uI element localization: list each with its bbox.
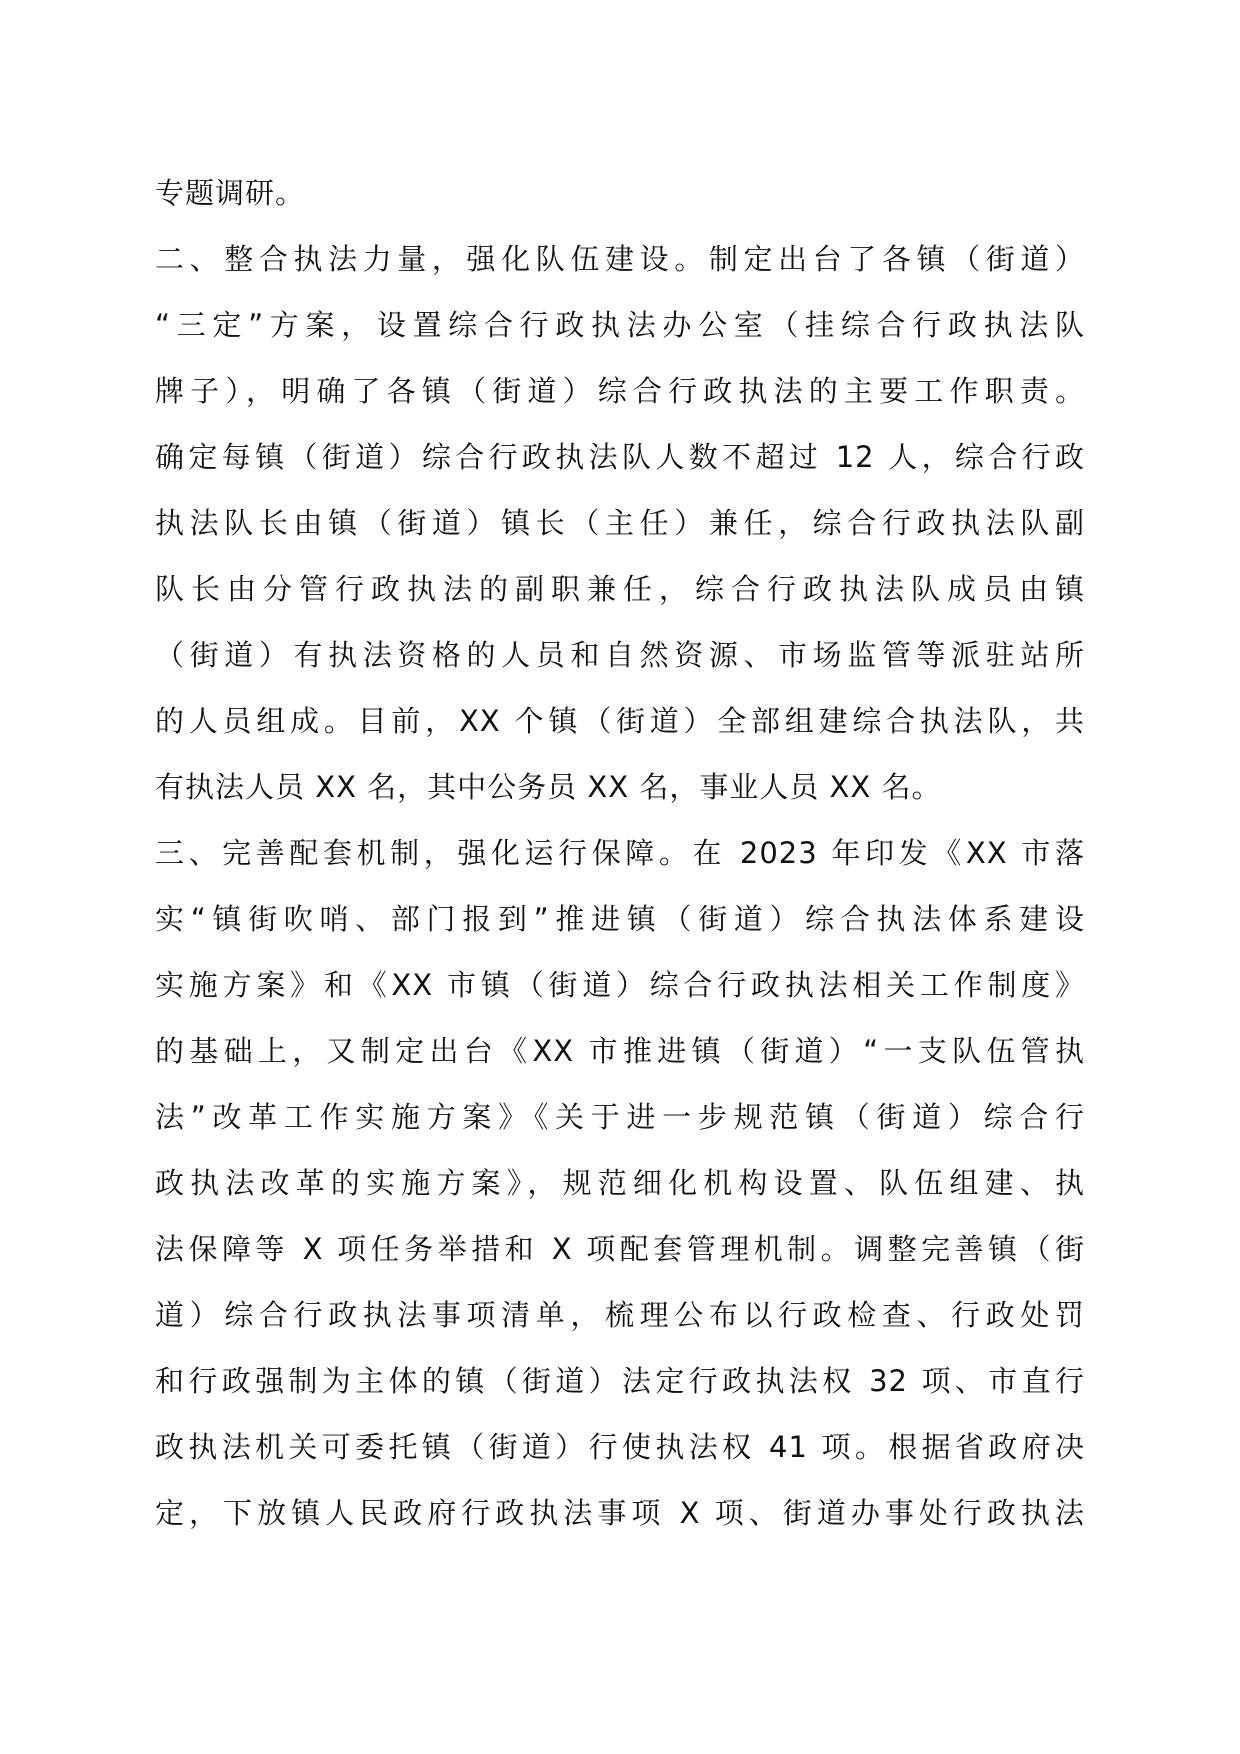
text-line: 确定每镇（街道）综合行政执法队人数不超过 12 人，综合行政 bbox=[155, 440, 1085, 474]
text-line: 政执法机关可委托镇（街道）行使执法权 41 项。根据省政府决 bbox=[155, 1430, 1085, 1464]
text-line: 实施方案》和《XX 市镇（街道）综合行政执法相关工作制度》 bbox=[155, 968, 1085, 1002]
text-line: 的基础上，又制定出台《XX 市推进镇（街道）“一支队伍管执 bbox=[155, 1034, 1085, 1068]
body-text bbox=[155, 160, 1085, 1546]
text-line: “三定”方案，设置综合行政执法办公室（挂综合行政执法队 bbox=[155, 308, 1085, 342]
text-line: 牌子），明确了各镇（街道）综合行政执法的主要工作职责。 bbox=[155, 374, 1085, 408]
text-line: 政执法改革的实施方案》，规范细化机构设置、队伍组建、执 bbox=[155, 1166, 1085, 1200]
text-line: 执法队长由镇（街道）镇长（主任）兼任，综合行政执法队副 bbox=[155, 506, 1085, 540]
text-line: 队长由分管行政执法的副职兼任，综合行政执法队成员由镇 bbox=[155, 572, 1085, 606]
text-line: 和行政强制为主体的镇（街道）法定行政执法权 32 项、市直行 bbox=[155, 1364, 1085, 1398]
text-line: 法”改革工作实施方案》《关于进一步规范镇（街道）综合行 bbox=[155, 1100, 1085, 1134]
text-line: 二、整合执法力量，强化队伍建设。制定出台了各镇（街道） bbox=[155, 242, 1085, 276]
text-line: 三、完善配套机制，强化运行保障。在 2023 年印发《XX 市落 bbox=[155, 836, 1085, 870]
text-line: 法保障等 X 项任务举措和 X 项配套管理机制。调整完善镇（街 bbox=[155, 1232, 1085, 1266]
text-line: 实“镇街吹哨、部门报到”推进镇（街道）综合执法体系建设 bbox=[155, 902, 1085, 936]
text-line: 专题调研。 bbox=[155, 176, 306, 210]
text-line: 的人员组成。目前，XX 个镇（街道）全部组建综合执法队，共 bbox=[155, 704, 1085, 738]
text-line: 道）综合行政执法事项清单，梳理公布以行政检查、行政处罚 bbox=[155, 1298, 1085, 1332]
text-line: 有执法人员 XX 名，其中公务员 XX 名，事业人员 XX 名。 bbox=[155, 770, 942, 804]
text-line: 定，下放镇人民政府行政执法事项 X 项、街道办事处行政执法 bbox=[155, 1496, 1085, 1530]
text-line: （街道）有执法资格的人员和自然资源、市场监管等派驻站所 bbox=[155, 638, 1085, 672]
